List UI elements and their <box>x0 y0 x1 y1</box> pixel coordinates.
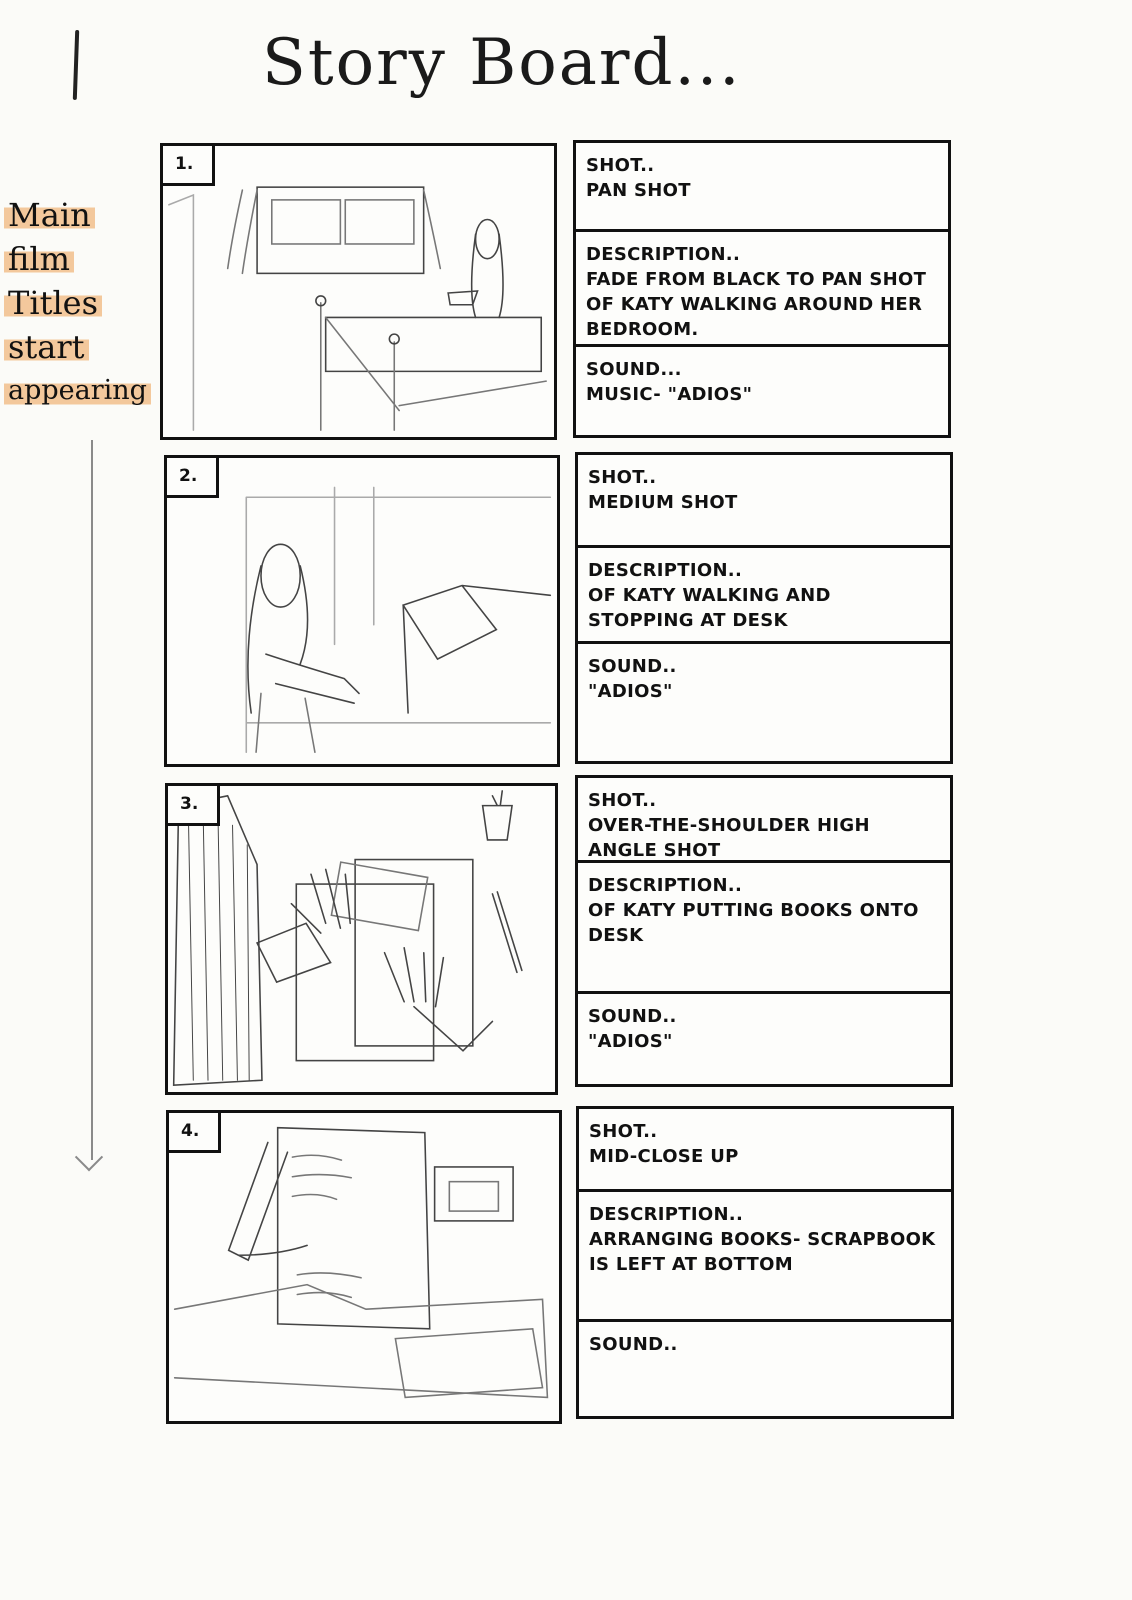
sound-cell <box>578 644 950 761</box>
shot-value: MID-CLOSE UP <box>589 1146 739 1167</box>
side-note-word: appearing <box>4 372 151 410</box>
description-cell <box>579 1192 951 1322</box>
side-note-word: Titles <box>4 284 102 322</box>
sketch-books-illustration <box>168 786 555 1092</box>
sound-cell <box>576 347 948 435</box>
frame-number: 4. <box>169 1113 221 1153</box>
storyboard-frame-4 <box>166 1110 562 1424</box>
storyboard-info-1 <box>573 140 951 438</box>
description-cell <box>576 232 948 347</box>
description-label: DESCRIPTION.. <box>586 244 741 265</box>
description-cell <box>578 548 950 644</box>
sound-value: "ADIOS" <box>588 681 673 702</box>
sound-label: SOUND.. <box>588 656 677 677</box>
storyboard-frame-2 <box>164 455 560 767</box>
shot-value: OVER-THE-SHOULDER HIGH ANGLE SHOT <box>588 815 870 861</box>
description-label: DESCRIPTION.. <box>588 875 743 896</box>
description-cell <box>578 863 950 994</box>
sound-value: MUSIC- "ADIOS" <box>586 384 753 405</box>
shot-cell <box>576 143 948 232</box>
shot-cell <box>579 1109 951 1192</box>
description-value: FADE FROM BLACK TO PAN SHOT OF KATY WALKING AROUND HER BEDROOM. <box>586 269 927 340</box>
shot-value: PAN SHOT <box>586 180 691 201</box>
description-value: OF KATY PUTTING BOOKS ONTO DESK <box>588 900 919 946</box>
sound-label: SOUND... <box>586 359 682 380</box>
side-note-word: film <box>4 240 74 278</box>
side-note <box>4 196 154 416</box>
storyboard-frame-1 <box>160 143 557 440</box>
storyboard-frame-3 <box>165 783 558 1095</box>
description-value: ARRANGING BOOKS- SCRAPBOOK IS LEFT AT BOTTOM <box>589 1229 936 1275</box>
sketch-desk-illustration <box>167 458 557 764</box>
storyboard-info-4 <box>576 1106 954 1419</box>
side-note-word: Main <box>4 196 95 234</box>
sound-value: "ADIOS" <box>588 1031 673 1052</box>
sound-label: SOUND.. <box>589 1334 678 1355</box>
shot-cell <box>578 778 950 863</box>
sketch-bedroom-illustration <box>163 146 554 437</box>
page-title: Story Board... <box>262 26 742 100</box>
sound-cell <box>578 994 950 1084</box>
description-label: DESCRIPTION.. <box>588 560 743 581</box>
page-number-mark <box>73 30 79 100</box>
shot-value: MEDIUM SHOT <box>588 492 738 513</box>
storyboard-info-2 <box>575 452 953 764</box>
storyboard-info-3 <box>575 775 953 1087</box>
frame-number: 2. <box>167 458 219 498</box>
sound-label: SOUND.. <box>588 1006 677 1027</box>
frame-number: 3. <box>168 786 220 826</box>
description-label: DESCRIPTION.. <box>589 1204 744 1225</box>
shot-label: SHOT.. <box>586 155 655 176</box>
description-value: OF KATY WALKING AND STOPPING AT DESK <box>588 585 831 631</box>
timeline-arrow-line <box>91 440 93 1160</box>
shot-label: SHOT.. <box>588 467 657 488</box>
side-note-word: start <box>4 328 89 366</box>
arrow-down-icon <box>75 1143 103 1171</box>
shot-cell <box>578 455 950 548</box>
frame-number: 1. <box>163 146 215 186</box>
sound-cell <box>579 1322 951 1416</box>
shot-label: SHOT.. <box>588 790 657 811</box>
sketch-scrapbook-illustration <box>169 1113 559 1421</box>
shot-label: SHOT.. <box>589 1121 658 1142</box>
